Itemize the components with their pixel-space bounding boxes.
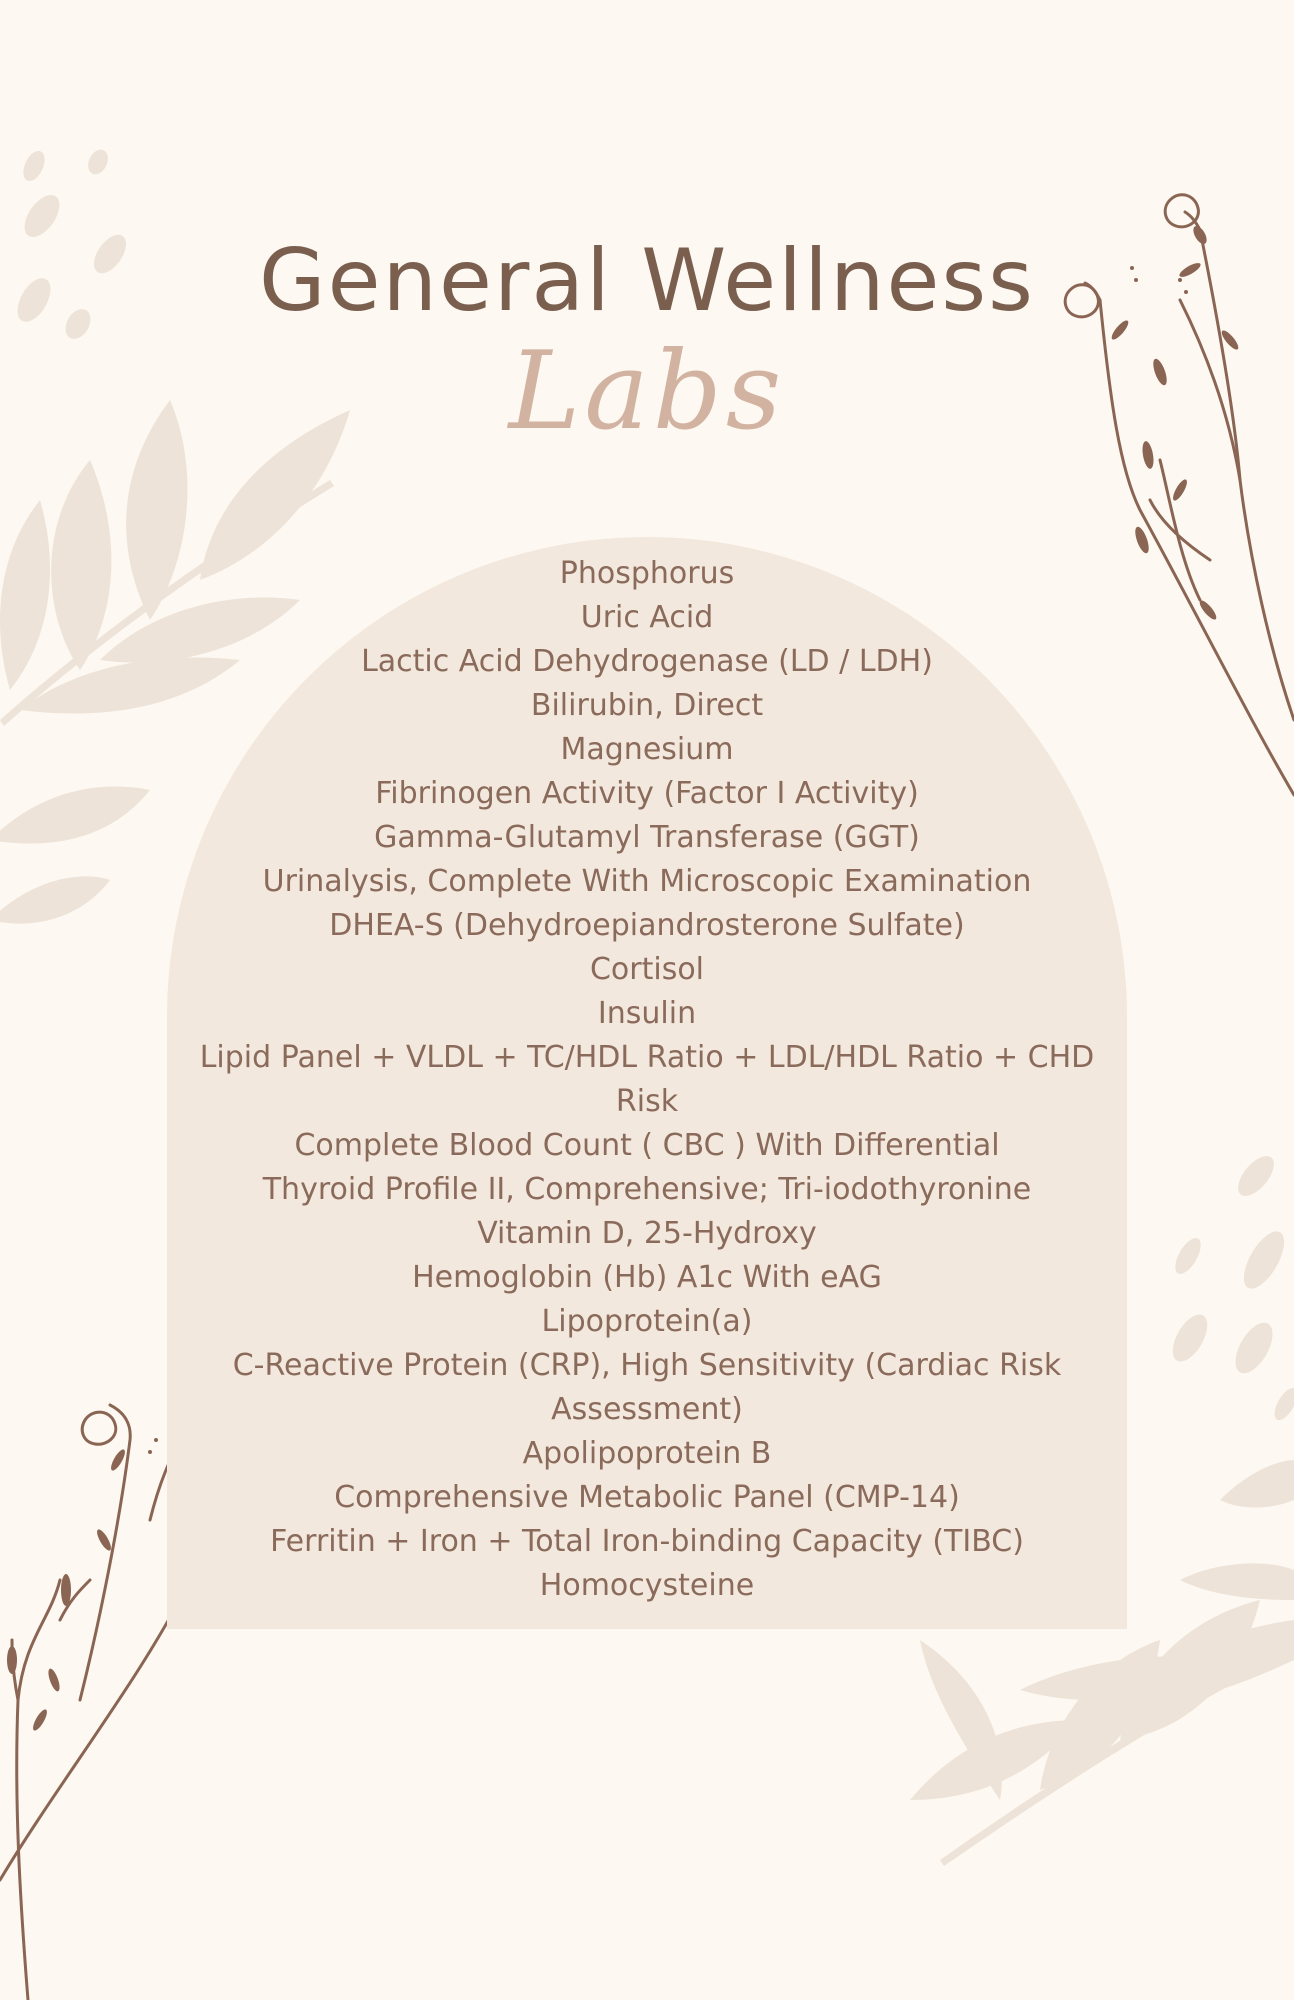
list-item: Hemoglobin (Hb) A1c With eAG xyxy=(412,1260,882,1295)
list-item: Homocysteine xyxy=(539,1568,755,1603)
lab-list xyxy=(180,552,1114,1608)
list-item: Ferritin + Iron + Total Iron-binding Capacity (TIBC) xyxy=(270,1524,1024,1559)
list-item: Urinalysis, Complete With Microscopic Examination xyxy=(262,864,1032,899)
list-item: Cortisol xyxy=(589,952,705,987)
list-item: Comprehensive Metabolic Panel (CMP-14) xyxy=(334,1480,960,1515)
page-subtitle: Labs xyxy=(508,329,786,454)
list-item: Bilirubin, Direct xyxy=(530,688,764,723)
list-item: Insulin xyxy=(597,996,697,1031)
list-item: C-Reactive Protein (CRP), High Sensitivity (Cardiac Risk Assessment) xyxy=(232,1348,1062,1427)
page-title: General Wellness xyxy=(259,231,1035,331)
list-item: Phosphorus xyxy=(559,556,735,591)
list-item: Gamma-Glutamyl Transferase (GGT) xyxy=(374,820,920,855)
list-item: Vitamin D, 25-Hydroxy xyxy=(477,1216,817,1251)
list-item: Lipid Panel + VLDL + TC/HDL Ratio + LDL/HDL Ratio + CHD Risk xyxy=(199,1040,1095,1119)
list-item: Lactic Acid Dehydrogenase (LD / LDH) xyxy=(361,644,933,679)
list-item: Apolipoprotein B xyxy=(522,1436,772,1471)
list-item: Magnesium xyxy=(560,732,734,767)
list-item: Uric Acid xyxy=(580,600,714,635)
list-item: Thyroid Profile II, Comprehensive; Tri-iodothyronine xyxy=(262,1172,1032,1207)
list-item: Complete Blood Count ( CBC ) With Differential xyxy=(294,1128,1000,1163)
list-item: Lipoprotein(a) xyxy=(541,1304,753,1339)
list-item: DHEA-S (Dehydroepiandrosterone Sulfate) xyxy=(329,908,965,943)
list-item: Fibrinogen Activity (Factor I Activity) xyxy=(375,776,919,811)
dots-pattern-icon xyxy=(1166,1150,1294,1424)
